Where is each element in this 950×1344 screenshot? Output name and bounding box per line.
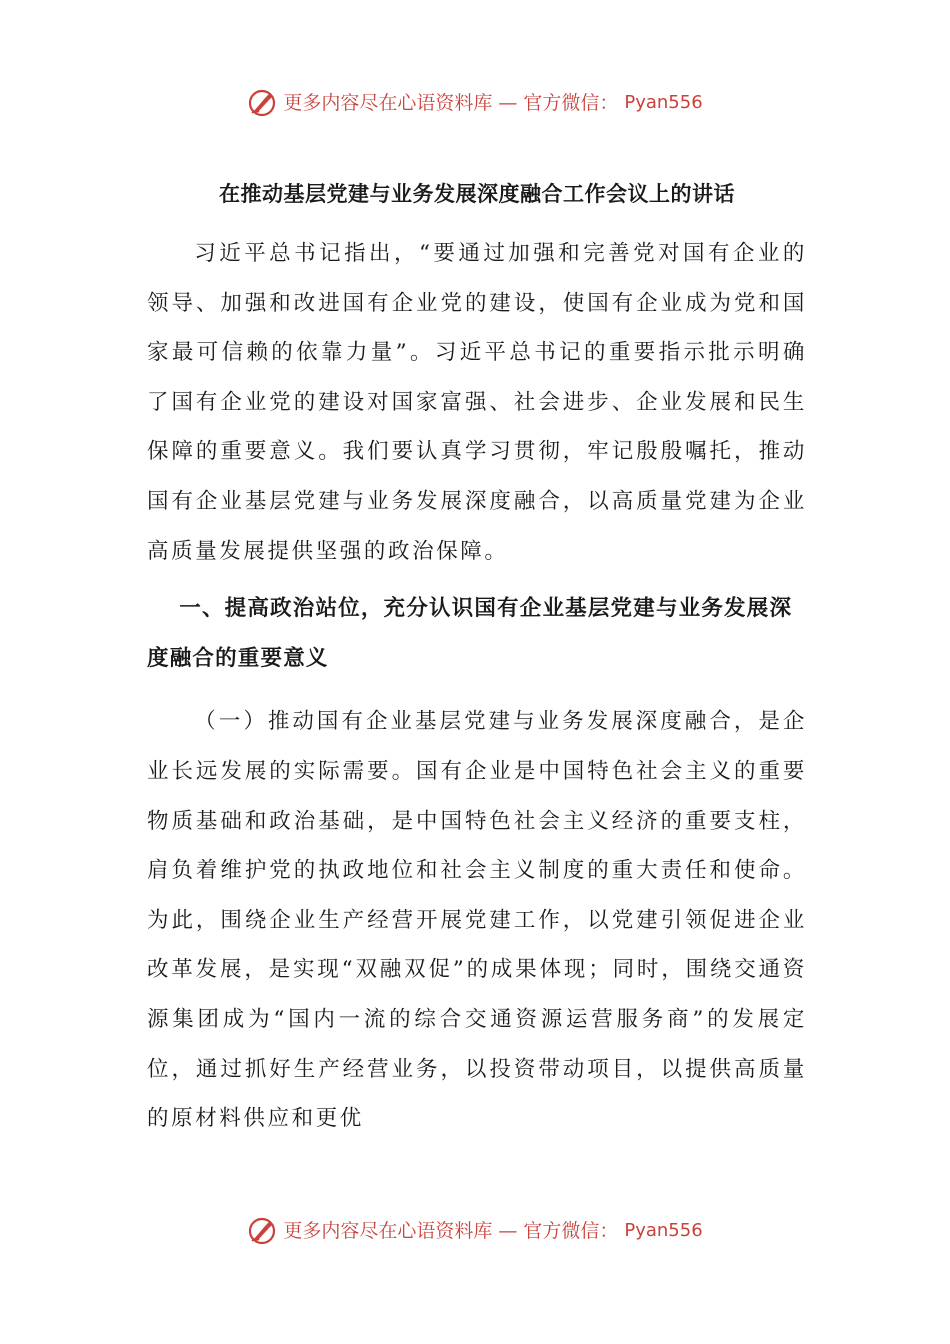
document-body — [147, 175, 807, 1144]
watermark-wechat-label: 官方微信： — [523, 92, 619, 114]
watermark-wechat-id: Pyan556 — [624, 1220, 703, 1241]
watermark-header — [0, 88, 950, 118]
watermark-footer — [0, 1216, 950, 1246]
section-heading-1: 一、提高政治站位，充分认识国有企业基层党建与业务发展深度融合的重要意义 — [147, 596, 793, 671]
intro-paragraph: 习近平总书记指出，“要通过加强和完善党对国有企业的领导、加强和改进国有企业党的建设，使国有企业成为党和国家最可信赖的依靠力量”。习近平总书记的重要指示批示明确了国有企业党的建设对国家富强、社会进步、企业发展和民生保障的重要意义。我们要认真学习贯彻，牢记殷殷嘱托，推动国有企业基层党建与业务发展深度融合，以高质量党建为企业高质量发展提供坚强的政治保障。 — [147, 241, 807, 564]
section-1-paragraph-1: （一）推动国有企业基层党建与业务发展深度融合，是企业长远发展的实际需要。国有企业是中国特色社会主义的重要物质基础和政治基础，是中国特色社会主义经济的重要支柱，肩负着维护党的执政地位和社会主义制度的重大责任和使命。为此，围绕企业生产经营开展党建工作，以党建引领促进企业改革发展，是实现“双融双促”的成果体现；同时，围绕交通资源集团成为“国内一流的综合交通资源运营服务商”的发展定位，通过抓好生产经营业务，以投资带动项目，以提供高质量的原材料供应和更优 — [147, 709, 807, 1132]
watermark-text: 更多内容尽在心语资料库 — [283, 1220, 493, 1242]
watermark-text: 更多内容尽在心语资料库 — [283, 92, 493, 114]
pen-logo-icon — [247, 88, 277, 118]
document-title: 在推动基层党建与业务发展深度融合工作会议上的讲话 — [219, 182, 735, 206]
watermark-wechat-id: Pyan556 — [624, 92, 703, 113]
watermark-wechat-label: 官方微信： — [523, 1220, 619, 1242]
watermark-separator: — — [498, 92, 518, 114]
watermark-separator: — — [498, 1220, 518, 1242]
pen-logo-icon — [247, 1216, 277, 1246]
